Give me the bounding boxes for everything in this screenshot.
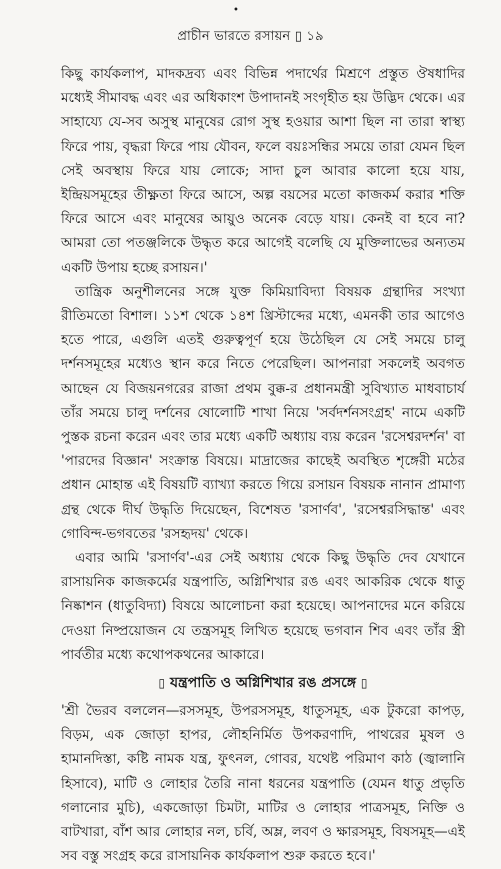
paragraph-1: কিছু কার্যকলাপ, মাদকদ্রব্য এবং বিভিন্ন পদার্থের মিশ্রণে প্রস্তুত ঔষধাদির মধ্যেই সীমাবদ্ধ এবং এর অধিকাংশ উপাদানই সংগৃহীত হয় উদ্ভিদ থেকে। এর সাহায্যে যে-সব অসুস্থ মানুষের রোগ সুস্থ হওয়ার আশা ছিল না তারা স্বাস্থ্য ফিরে পায়, বৃদ্ধরা ফিরে পায় যৌবন, ফলে বয়ঃসন্ধির সময়ে তারা যেমন ছিল সেই অবস্থায় ফিরে যায় লোকে; সাদা চুল আবার কালো হয়ে যায়, ইন্দ্রিয়সমূহের তীক্ষ্ণতা ফিরে আসে, অল্প বয়সের মতো কাজকর্ম করার শক্তি ফিরে আসে এবং মানুষের আয়ুও অনেক বেড়ে যায়। কেনই বা হবে না? আমরা তো পতঞ্জলিকে উদ্ধৃত করে আগেই বলেছি যে মুক্তিলাভের অন্যতম একটি উপায় হচ্ছে রসায়ন।'	[61, 66, 465, 276]
heading-box-right: ▯	[360, 676, 368, 691]
paragraph-3: এবার আমি 'রসার্ণব'-এর সেই অধ্যায় থেকে কিছু উদ্ধৃতি দেব যেখানে রাসায়নিক কাজকর্মের যন্ত্রপাতি, অগ্নিশিখার রঙ এবং আকরিক থেকে ধাতু নিষ্কাশন (ধাতুবিদ্যা) বিষয়ে আলোচনা করা হয়েছে। আপনাদের মনে করিয়ে দেওয়া নিষ্প্রয়োজন যে তন্ত্রসমূহ লিখিত হয়েছে ভগবান শিব এবং তাঁর স্ত্রী পার্বতীর মধ্যে কথোপকথনের আকারে।	[61, 550, 465, 663]
quotation-paragraph: 'শ্রী ভৈরব বললেন—রসসমূহ, উপরসসমূহ, ধাতুসমূহ, এক টুকরো কাপড়, বিড়ম, এক জোড়া হাপর, লৌহনির্মিত উপকরণাদি, পাথরের মুষল ও হামানদিস্তা, কষ্টি নামক যন্ত্র, ফুৎনল, গোবর, যথেষ্ট পরিমাণ কাঠ (জ্বালানি হিসাবে), মাটি ও লোহার তৈরি নানা ধরনের যন্ত্রপাতি (যেমন ধাতু প্রভৃতি গলানোর মুচি), একজোড়া চিমটা, মাটির ও লোহার পাত্রসমূহ, নিক্তি ও বাটখারা, বাঁশ আর লোহার নল, চর্বি, অম্ল, লবণ ও ক্ষারসমূহ, বিষসমূহ—এই সব বস্তু সংগ্রহ করে রাসায়নিক কার্যকলাপ শুরু করতে হবে।'	[61, 703, 465, 865]
page-body	[61, 62, 465, 869]
running-header	[0, 28, 501, 46]
running-title: প্রাচীন ভারতে রসায়ন	[177, 29, 291, 44]
section-heading	[61, 669, 465, 697]
header-dot: •	[233, 5, 239, 16]
heading-box-left: ▯	[158, 676, 166, 691]
section-title-text: যন্ত্রপাতি ও অগ্নিশিখার রঙ প্রসঙ্গে	[169, 675, 357, 692]
header-separator: ▯	[294, 29, 303, 44]
page-number: ১৯	[306, 29, 324, 44]
paragraph-2: তান্ত্রিক অনুশীলনের সঙ্গে যুক্ত কিমিয়াবিদ্যা বিষয়ক গ্রন্থাদির সংখ্যা রীতিমতো বিশাল। ১১শ থেকে ১৪শ খ্রিস্টাব্দের মধ্যে, এমনকী তার আগেও হতে পারে, এগুলি এতই গুরুত্বপূর্ণ হয়ে উঠেছিল যে সেই সময়ে চালু দর্শনসমূহের মধ্যেও স্থান করে নিতে পেরেছিল। আপনারা সকলেই অবগত আছেন যে বিজয়নগরের রাজা প্রথম বুক্ক-র প্রধানমন্ত্রী সুবিখ্যাত মাধবাচার্য তাঁর সময়ে চালু দর্শনের ষোলোটি শাখা নিয়ে 'সর্বদর্শনসংগ্রহ' নামে একটি পুস্তক রচনা করেন এবং তার মধ্যে একটি অধ্যায় ব্যয় করেন 'রসেশ্বরদর্শন' বা 'পারদের বিজ্ঞান' সংক্রান্ত বিষয়ে। মাদ্রাজের কাছেই অবস্থিত শৃঙ্গেরী মঠের প্রধান মোহান্ত এই বিষয়টি ব্যাখ্যা করতে গিয়ে রসায়ন বিষয়ক নানান প্রামাণ্য গ্রন্থ থেকে দীর্ঘ উদ্ধৃতি দিয়েছেন, বিশেষত 'রসার্ণব', 'রসেশ্বরসিদ্ধান্ত' এবং গোবিন্দ-ভগবতের 'রসহৃদয়' থেকে।	[61, 283, 465, 542]
